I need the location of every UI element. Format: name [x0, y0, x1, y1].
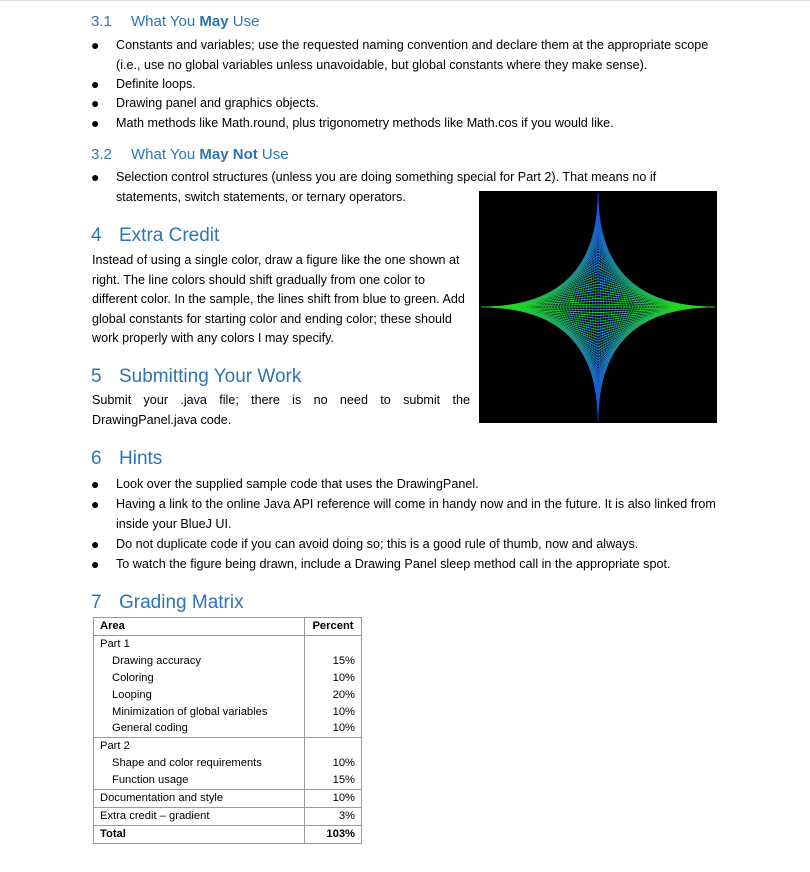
- page-top-rule: [0, 0, 810, 1]
- area-cell: Extra credit – gradient: [94, 807, 305, 825]
- area-cell: Looping: [94, 687, 305, 704]
- table-row: [94, 635, 362, 652]
- heading-text-a: What You: [131, 146, 200, 163]
- empty-cell: [305, 635, 362, 652]
- bullet-icon: ●: [91, 476, 100, 492]
- list-item: [91, 495, 717, 534]
- bullet-icon: ●: [91, 556, 100, 572]
- table-row: [94, 772, 362, 789]
- list-item-text: Constants and variables; use the requested naming convention and declare them at the appropriate scope (i.e., use no global variables unless unavoidable, but global constants where they make sense).: [116, 38, 709, 72]
- list-item: [91, 75, 717, 95]
- list-item: [91, 94, 717, 114]
- submit-paragraph-line2: DrawingPanel.java code.: [92, 413, 232, 427]
- area-cell: Documentation and style: [94, 790, 305, 808]
- table-header-row: [94, 618, 362, 636]
- percent-cell: 20%: [305, 687, 362, 704]
- grading-table: [93, 617, 362, 844]
- empty-cell: [305, 738, 362, 755]
- heading-number: 4: [91, 225, 102, 246]
- heading-text: Extra Credit: [119, 225, 220, 246]
- table-row: [94, 790, 362, 808]
- heading-text-c: Use: [228, 13, 260, 30]
- area-cell: Function usage: [94, 772, 305, 789]
- table-total-row: [94, 825, 362, 843]
- bullet-icon: ●: [91, 536, 100, 552]
- percent-cell: 10%: [305, 790, 362, 808]
- list-item-text: Definite loops.: [116, 77, 196, 91]
- total-percent: 103%: [305, 825, 362, 843]
- heading-text-a: What You: [131, 13, 200, 30]
- heading-number: 6: [91, 448, 102, 469]
- list-item-text: Do not duplicate code if you can avoid doing so; this is a good rule of thumb, now and always.: [116, 537, 639, 551]
- extra-credit-paragraph: Instead of using a single color, draw a figure like the one shown at right. The line colors should shift gradually from one color to different color. In the sample, the lines shift from blue to green. Add global constants for starting color and ending color; these should work properly with any colors I may specify.: [92, 253, 465, 345]
- bullet-icon: ●: [91, 37, 100, 53]
- percent-cell: 10%: [305, 704, 362, 721]
- heading-text: Grading Matrix: [119, 592, 244, 613]
- list-item: [91, 475, 717, 495]
- heading-5: [91, 366, 301, 388]
- column-header-percent: Percent: [305, 618, 362, 636]
- list-item-text: Drawing panel and graphics objects.: [116, 96, 320, 110]
- heading-text-c: Use: [257, 146, 289, 163]
- area-cell: Minimization of global variables: [94, 704, 305, 721]
- list-item-text: Look over the supplied sample code that uses the DrawingPanel.: [116, 477, 479, 491]
- percent-cell: 15%: [305, 772, 362, 789]
- list-item-text: Math methods like Math.round, plus trigonometry methods like Math.cos if you would like.: [116, 116, 614, 130]
- table-row: [94, 738, 362, 755]
- bullet-icon: ●: [91, 115, 100, 131]
- list-item: [91, 36, 717, 75]
- table-row: [94, 704, 362, 721]
- area-cell: Coloring: [94, 670, 305, 687]
- percent-cell: 15%: [305, 653, 362, 670]
- list-item-text: Selection control structures (unless you are doing something special for Part 2). That means no if statements, switch statements, or ternary operators.: [116, 170, 657, 204]
- heading-text: Hints: [119, 448, 163, 469]
- table-row: [94, 670, 362, 687]
- bullet-icon: ●: [91, 76, 100, 92]
- heading-7: [91, 592, 244, 614]
- list-item: [91, 555, 717, 575]
- string-art-figure: [479, 191, 717, 423]
- column-header-area: Area: [94, 618, 305, 636]
- table-row: [94, 653, 362, 670]
- heading-6: [91, 448, 162, 470]
- heading-number: 7: [91, 592, 102, 613]
- list-item: [91, 114, 717, 134]
- list-item-text: To watch the figure being drawn, include a Drawing Panel sleep method call in the appropriate spot.: [116, 557, 671, 571]
- percent-cell: 10%: [305, 755, 362, 772]
- percent-cell: 3%: [305, 807, 362, 825]
- percent-cell: 10%: [305, 720, 362, 737]
- heading-number: 3.2: [91, 146, 112, 163]
- area-cell: General coding: [94, 720, 305, 737]
- list-item-text: Having a link to the online Java API reference will come in handy now and in the future. It is also linked from inside your BlueJ UI.: [116, 497, 716, 531]
- bullet-icon: ●: [91, 169, 100, 185]
- area-cell: Shape and color requirements: [94, 755, 305, 772]
- sample-figure: [479, 191, 717, 423]
- bullet-icon: ●: [91, 95, 100, 111]
- submit-paragraph-line1: Submit your .java file; there is no need to submit the: [92, 393, 470, 407]
- table-row: [94, 755, 362, 772]
- table-row: [94, 720, 362, 737]
- table-row: [94, 687, 362, 704]
- heading-emphasis: May: [199, 13, 229, 30]
- heading-text: Submitting Your Work: [119, 366, 302, 387]
- heading-emphasis: May Not: [199, 146, 258, 163]
- heading-3-2: [91, 146, 289, 163]
- group-label: Part 2: [94, 738, 305, 755]
- heading-number: 5: [91, 366, 102, 387]
- group-label: Part 1: [94, 635, 305, 652]
- heading-3-1: [91, 13, 259, 30]
- table-row: [94, 807, 362, 825]
- heading-4: [91, 225, 219, 247]
- list-item: [91, 535, 717, 555]
- area-cell: Drawing accuracy: [94, 653, 305, 670]
- heading-number: 3.1: [91, 13, 112, 30]
- total-label: Total: [94, 825, 305, 843]
- bullet-icon: ●: [91, 496, 100, 512]
- percent-cell: 10%: [305, 670, 362, 687]
